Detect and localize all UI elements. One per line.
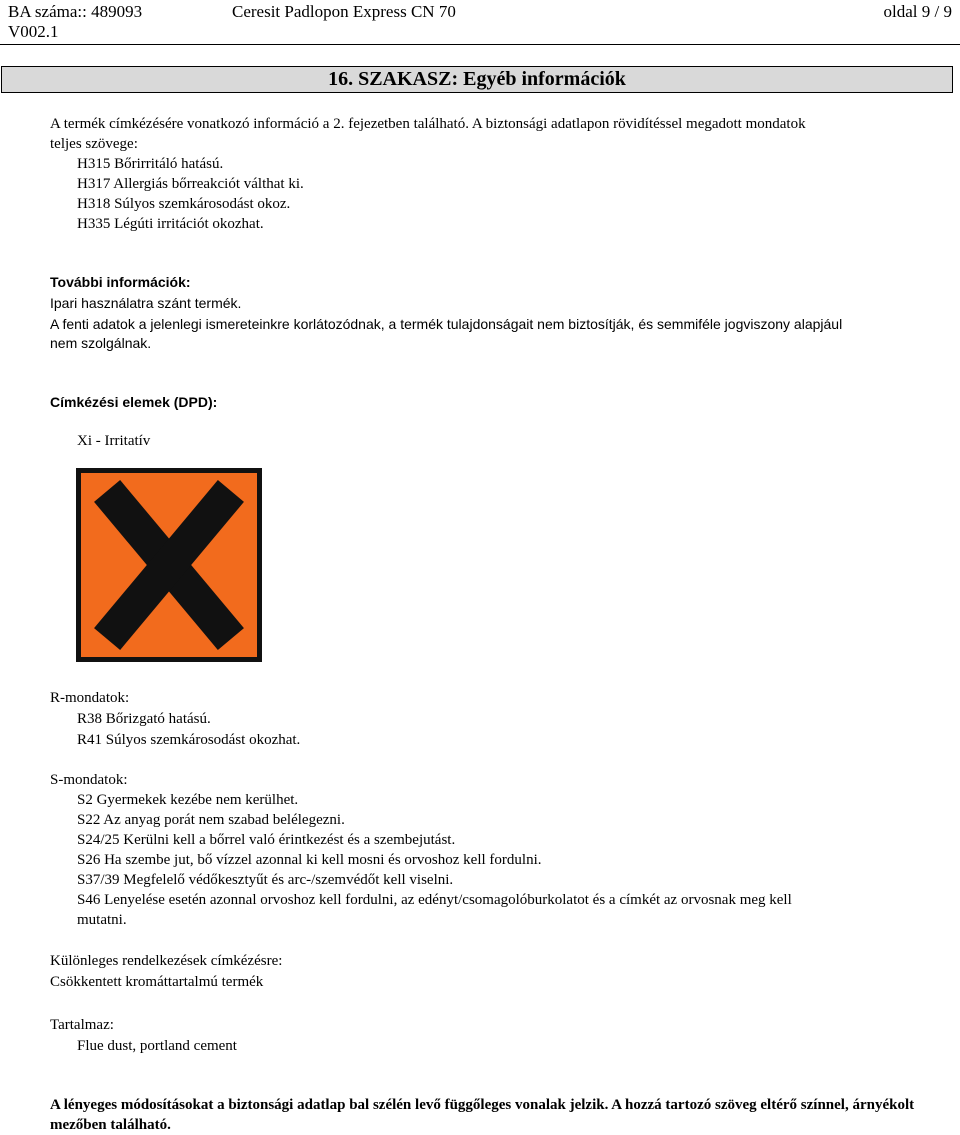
s-phrases-heading: S-mondatok: — [50, 772, 128, 788]
s-phrase: S37/39 Megfelelő védőkesztyűt és arc-/szemvédőt kell viselni. — [77, 872, 454, 888]
h-statement: H318 Súlyos szemkárosodást okoz. — [77, 196, 291, 212]
r-phrase: R38 Bőrizgató hatású. — [77, 711, 211, 727]
s-phrase: S26 Ha szembe jut, bő vízzel azonnal ki kell mosni és orvoshoz kell fordulni. — [77, 852, 542, 868]
contains-heading: Tartalmaz: — [50, 1017, 114, 1033]
page-number: oldal 9 / 9 — [883, 2, 952, 21]
intro-line-1: A termék címkézésére vonatkozó információ a 2. fejezetben található. A biztonsági adatlapon rövidítéssel megadott mondatok — [50, 116, 806, 132]
further-info-line: A fenti adatok a jelenlegi ismereteinkre korlátozódnak, a termék tulajdonságait nem biztosítják, és semmiféle jogviszony alapjául — [50, 316, 843, 332]
r-phrase: R41 Súlyos szemkárosodást okozhat. — [77, 732, 301, 748]
symbol-label: Xi - Irritatív — [77, 433, 151, 449]
further-info-line: Ipari használatra szánt termék. — [50, 295, 242, 311]
intro-line-2: teljes szövege: — [50, 136, 138, 152]
h-statement: H317 Allergiás bőrreakciót válthat ki. — [77, 176, 304, 192]
special-value: Csökkentett kromáttartalmú termék — [50, 974, 264, 990]
special-heading: Különleges rendelkezések címkézésre: — [50, 953, 283, 969]
s-phrase: S46 Lenyelése esetén azonnal orvoshoz kell fordulni, az edényt/csomagolóburkolatot és a címkét az orvosnak meg kell — [77, 892, 792, 908]
irritant-x-icon — [76, 468, 262, 662]
s-phrase: S22 Az anyag porát nem szabad belélegezni. — [77, 812, 345, 828]
product-name: Ceresit Padlopon Express CN 70 — [232, 2, 456, 21]
h-statement: H315 Bőrirritáló hatású. — [77, 156, 224, 172]
labeling-heading: Címkézési elemek (DPD): — [50, 394, 218, 410]
s-phrase: mutatni. — [77, 912, 127, 928]
r-phrases-heading: R-mondatok: — [50, 690, 130, 706]
further-info-heading: További információk: — [50, 274, 191, 290]
document-header — [0, 0, 960, 45]
ba-number: BA száma:: 489093 — [8, 2, 143, 21]
version-number: V002.1 — [8, 22, 59, 41]
section-title: 16. SZAKASZ: Egyéb információk — [1, 66, 953, 93]
s-phrase: S24/25 Kerülni kell a bőrrel való érintkezést és a szembejutást. — [77, 832, 456, 848]
h-statement: H335 Légúti irritációt okozhat. — [77, 216, 264, 232]
contains-value: Flue dust, portland cement — [77, 1038, 237, 1054]
revision-note: A lényeges módosításokat a biztonsági adatlap bal szélén levő függőleges vonalak jelzik. A hozzá tartozó szöveg eltérő színnel, árnyékolt mezőben található. — [50, 1097, 915, 1133]
s-phrase: S2 Gyermekek kezébe nem kerülhet. — [77, 792, 299, 808]
further-info-line: nem szolgálnak. — [50, 335, 152, 351]
